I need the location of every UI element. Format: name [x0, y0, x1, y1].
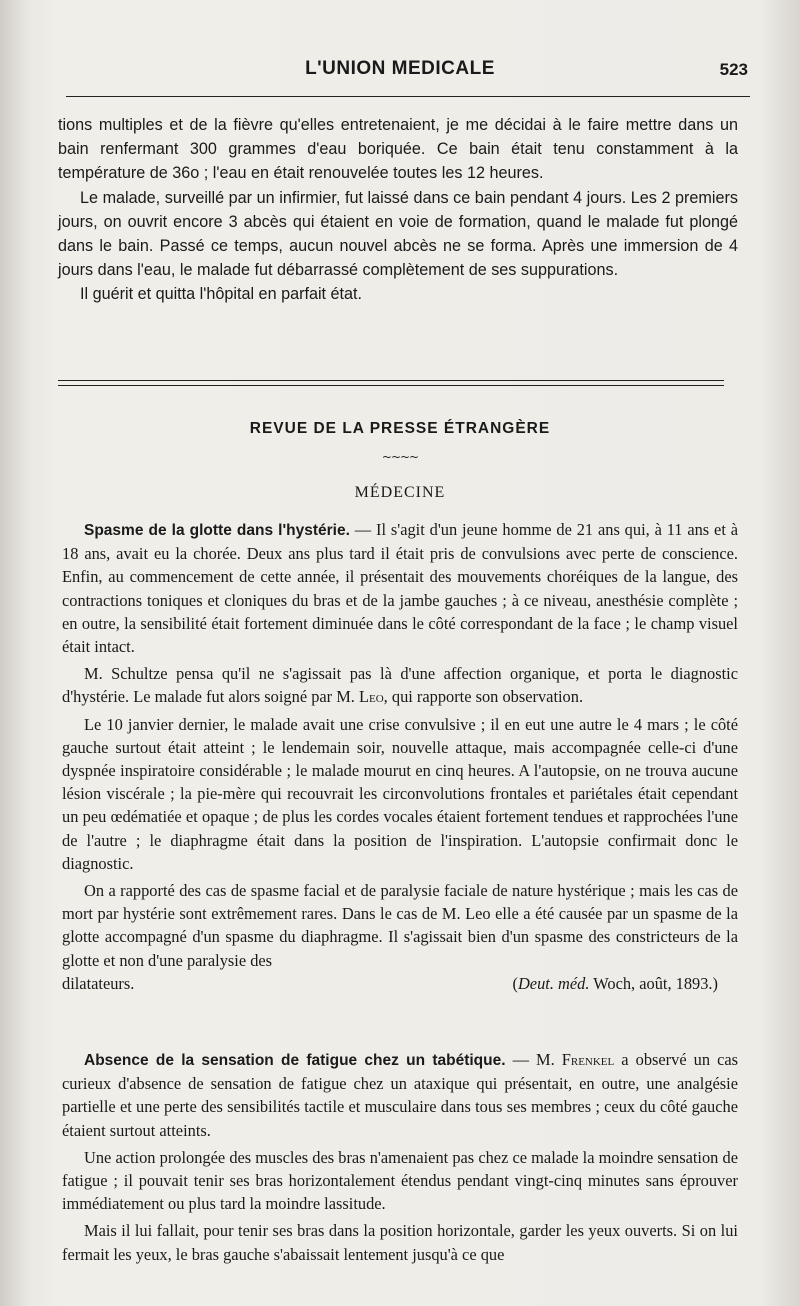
paragraph-text: dilatateurs. — [62, 973, 135, 993]
paragraph — [62, 518, 738, 658]
page-number: 523 — [719, 60, 748, 79]
paragraph: Le malade, surveillé par un infirmier, fut laissé dans ce bain pendant 4 jours. Les 2 premiers jours, on ouvrit encore 3 abcès qui étaient en voie de formation, quand le malade fut plongé dans le bain. Passé ce temps, aucun nouvel abcès ne se forma. Après une immersion de 4 jours dans l'eau, le malade fut débarrassé complètement de ses suppurations. — [58, 188, 738, 280]
citation-paren: ( — [512, 973, 518, 993]
section-title: REVUE DE LA PRESSE ÉTRANGÈRE — [249, 420, 551, 437]
citation-line — [62, 972, 738, 995]
continued-text-block — [58, 113, 738, 307]
paragraph: Mais il lui fallait, pour tenir ses bras dans la position horizontale, garder les yeux ouverts. Si on lui fermait les yeux, le bras gauche s'abaissait lentement jusqu'à ce que — [62, 1221, 738, 1264]
paragraph: Une action prolongée des muscles des bras n'amenaient pas chez ce malade la moindre sensation de fatigue ; il pouvait tenir ses bras horizontalement étendus pendant vingt-cinq minutes sans éprouver immédiatement ou plus tard la moindre lassitude. — [62, 1147, 738, 1214]
paragraph — [62, 662, 738, 708]
paragraph-text: M. Schultze pensa qu'il ne s'agissait pas là d'une affection organique, et porta le diagnostic d'hystérie. Le malade fut alors soigné par M. — [62, 664, 738, 707]
paragraph: tions multiples et de la fièvre qu'elles entretenaient, je me décidai à le faire mettre dans un bain renfermant 300 grammes d'eau boriquée. Ce bain était tenu constamment à la température de 36o ; l'eau en était renouvelée toutes les 12 heures. — [58, 116, 738, 183]
paragraph — [62, 879, 738, 972]
author-name: Frenkel — [561, 1050, 615, 1069]
article-spasme-glotte — [62, 518, 738, 995]
paragraph: Le 10 janvier dernier, le malade avait une crise convulsive ; il en eut une autre le 4 mars ; le côté gauche surtout était atteint ; le lendemain soir, nouvelle attaque, mais accompagnée celle-ci d'une dyspnée inspiratoire considérable ; le malade mourut en cinq heures. A l'autopsie, on ne trouva aucune lésion viscérale ; la pie-mère qui recouvrait les circonvolutions frontales et pariétales était cependant un peu œdématiée et opaque ; de plus les cordes vocales étaient fortement tendues et rapprochées l'une de l'autre ; le diaphragme était dans la position de l'inspiration. L'autopsie confirmait donc le diagnostic. — [62, 714, 738, 873]
section-divider — [58, 380, 724, 381]
paragraph-text: , qui rapporte son observation. — [383, 687, 584, 707]
article-title: Absence de la sensation de fatigue chez un tabétique. — [84, 1052, 506, 1069]
author-name: Leo — [358, 687, 384, 707]
running-title: L'UNION MEDICALE — [305, 58, 495, 79]
paragraph-text: — M. — [505, 1050, 562, 1069]
article-absence-fatigue — [62, 1048, 738, 1270]
citation-journal: Deut. méd. — [517, 973, 590, 993]
page-header — [0, 52, 800, 88]
ornament: ~~~~ — [381, 450, 419, 464]
paragraph-text: — Il s'agit d'un jeune homme de 21 ans qui, à 11 ans et à 18 ans, avait eu la chorée. Deux ans plus tard il était pris de convulsions avec perte de conscience. Enfin, au commencement de cette année, il présentait des mouvements choréiques de la langue, des contractions toniques et cloniques du bras et de la jambe gauches ; à ce niveau, anesthésie complète ; en outre, la sensibilité était fortement diminuée dans le côté correspondant de la face ; le champ visuel était intact. — [62, 520, 738, 657]
subsection-title: MÉDECINE — [354, 484, 446, 501]
paragraph — [62, 1048, 738, 1142]
article-title: Spasme de la glotte dans l'hystérie. — [84, 522, 350, 539]
paragraph: Il guérit et quitta l'hôpital en parfait état. — [80, 285, 363, 304]
citation-details: Woch, août, 1893.) — [589, 973, 718, 993]
header-rule — [66, 96, 750, 97]
citation — [512, 972, 738, 995]
section-divider — [58, 385, 724, 386]
paragraph-text: a observé un cas curieux d'absence de sensation de fatigue chez un ataxique qui présentait, en outre, une analgésie partielle et une perte des sensibilités tactile et musculaire dans tous ses membres ; ceux du côté gauche étaient surtout atteints. — [62, 1050, 739, 1140]
paragraph-text: On a rapporté des cas de spasme facial et de paralysie faciale de nature hystérique ; mais les cas de mort par hystérie sont extrêmement rares. Dans le cas de M. Leo elle a été causée par un spasme de la glotte accompagné d'un spasme du diaphragme. Il s'agissait bien d'un spasme des constricteurs de la glotte et non d'une paralysie des — [62, 881, 738, 970]
